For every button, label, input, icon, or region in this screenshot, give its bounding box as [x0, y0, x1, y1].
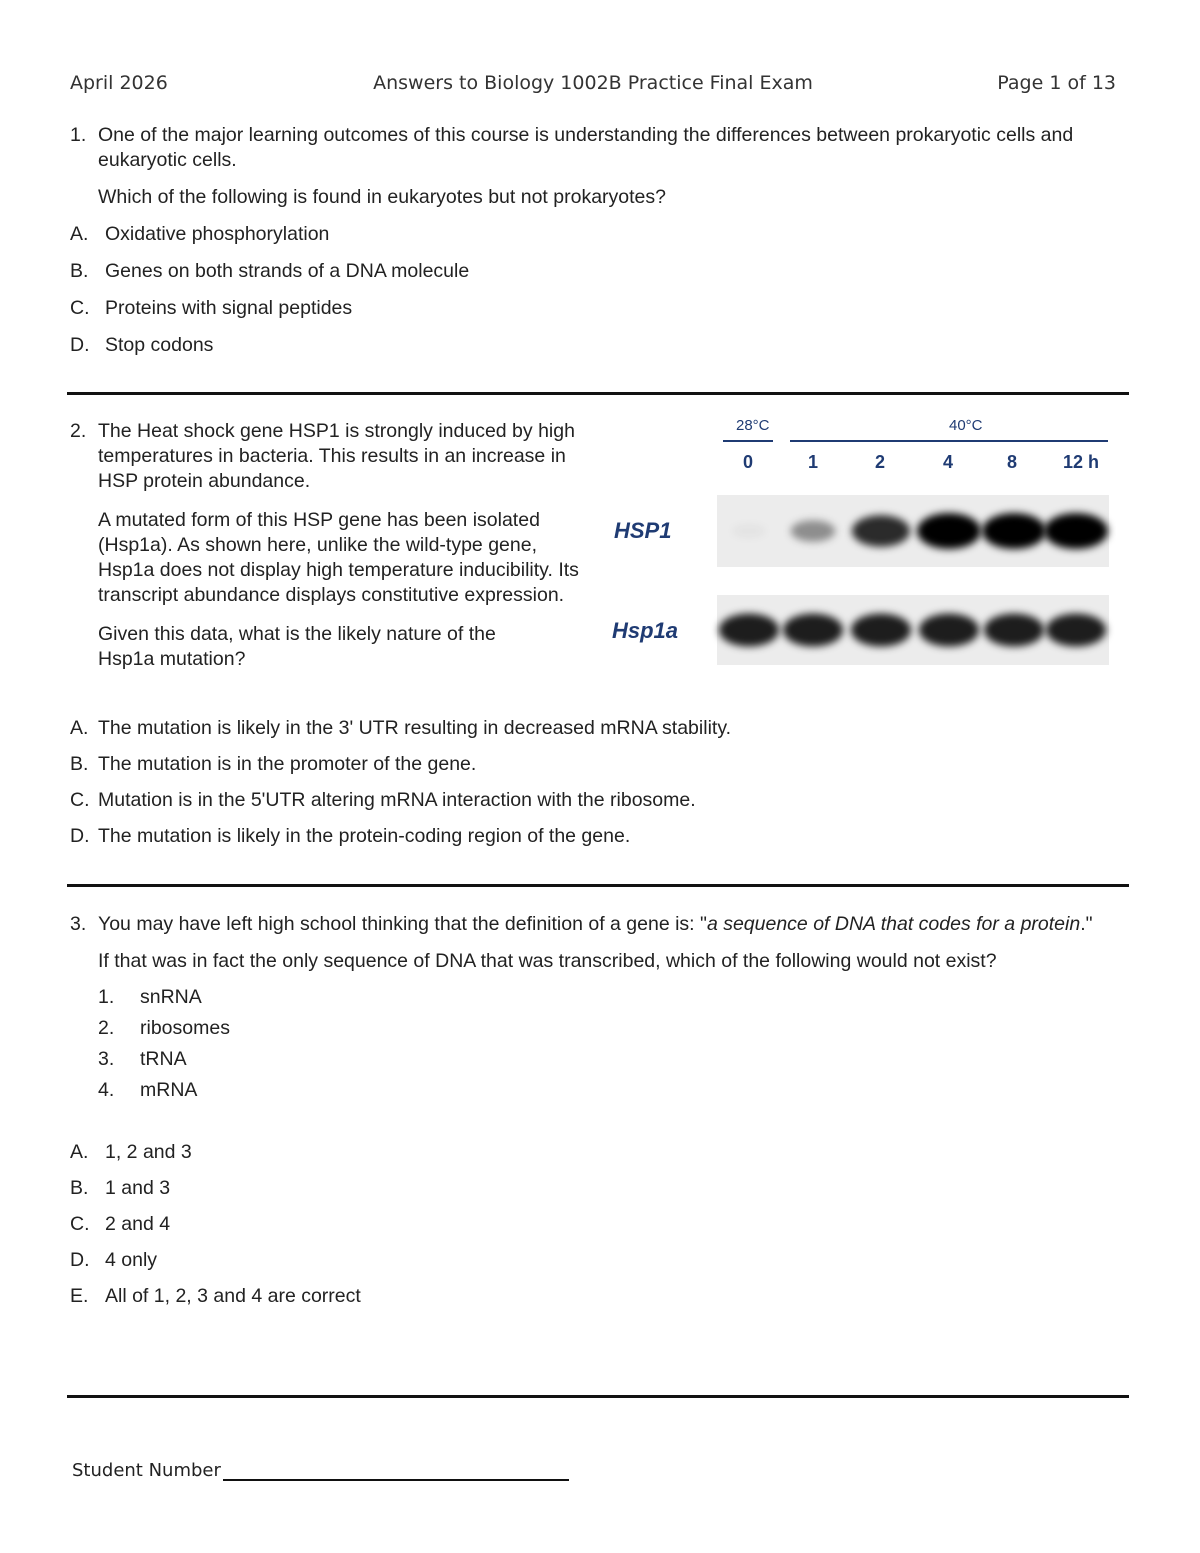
q3-option-c[interactable]	[70, 1212, 1120, 1237]
hsp1-band	[982, 513, 1046, 549]
q3-option-text: 2 and 4	[105, 1213, 171, 1235]
hsp1-band	[732, 525, 765, 538]
hsp1-band	[1044, 513, 1108, 549]
temp-label-40: 40°C	[949, 417, 983, 434]
q2-option-text: Mutation is in the 5'UTR altering mRNA interaction with the ribosome.	[98, 789, 696, 811]
q3-option-letter: C.	[70, 1213, 90, 1235]
hsp1a-band	[1046, 613, 1106, 646]
q1-option-text: Oxidative phosphorylation	[105, 223, 330, 245]
lane-label: 2	[875, 452, 886, 472]
q1-option-c[interactable]	[70, 296, 1120, 321]
question-2-options	[70, 716, 1120, 849]
q2-option-text: The mutation is likely in the protein-coding region of the gene.	[98, 825, 631, 847]
q2-option-c[interactable]	[70, 788, 1120, 813]
q3-option-letter: B.	[70, 1177, 89, 1199]
q1-option-text: Stop codons	[105, 334, 214, 356]
question-1-stem	[70, 123, 1120, 173]
question-1-number: 1.	[70, 124, 87, 146]
question-1-prompt: Which of the following is found in eukaryotes but not prokaryotes?	[98, 186, 666, 208]
q3-option-text: 1 and 3	[105, 1177, 171, 1199]
q3-option-a[interactable]	[70, 1140, 1120, 1165]
temp-label-28: 28°C	[736, 417, 770, 434]
hsp1-band	[917, 513, 981, 549]
q1-option-letter: C.	[70, 297, 90, 319]
row-label-hsp1a: Hsp1a	[612, 618, 679, 643]
q3-list-item	[98, 1047, 1120, 1072]
q1-option-text: Genes on both strands of a DNA molecule	[105, 260, 470, 282]
header-date: April 2026	[70, 72, 168, 94]
q1-option-letter: D.	[70, 334, 90, 356]
hsp1a-band	[919, 613, 979, 646]
q2-option-letter: C.	[70, 789, 90, 811]
question-3-intro-text: You may have left high school thinking that the definition of a gene is: "	[98, 913, 707, 935]
q1-option-text: Proteins with signal peptides	[105, 297, 353, 319]
question-3-prompt: If that was in fact the only sequence of DNA that was transcribed, which of the following would not exist?	[98, 950, 997, 972]
q3-option-e[interactable]	[70, 1284, 1120, 1309]
q2-option-text: The mutation is likely in the 3' UTR resulting in decreased mRNA stability.	[98, 717, 732, 739]
q3-option-b[interactable]	[70, 1176, 1120, 1201]
q3-item-number: 2.	[98, 1017, 115, 1039]
q2-option-letter: A.	[70, 717, 89, 739]
lane-label: 1	[808, 452, 819, 472]
q2-option-b[interactable]	[70, 752, 1120, 777]
question-2-para-2: A mutated form of this HSP gene has been isolated (Hsp1a). As shown here, unlike the wild-type gene, Hsp1a does not display high temperature inducibility. Its transcript abundance displays constitutive expression.	[98, 509, 579, 606]
hsp1a-band	[984, 613, 1044, 646]
q2-option-a[interactable]	[70, 716, 1120, 741]
section-divider	[67, 1395, 1129, 1398]
q3-option-d[interactable]	[70, 1248, 1120, 1273]
page-header	[70, 72, 1116, 98]
question-3-items	[98, 985, 1120, 1103]
q2-option-letter: B.	[70, 753, 89, 775]
header-page-number: Page 1 of 13	[997, 72, 1116, 94]
lane-label: 12 h	[1063, 452, 1100, 472]
q1-option-a[interactable]	[70, 222, 1120, 247]
question-2	[70, 419, 590, 672]
question-2-para-3: Given this data, what is the likely nature of the Hsp1a mutation?	[98, 623, 496, 670]
question-3-intro-end: ."	[1080, 913, 1093, 935]
hsp1a-band	[851, 613, 911, 646]
hsp1a-band	[719, 613, 779, 646]
q2-option-d[interactable]	[70, 824, 1120, 849]
question-3-stem	[70, 912, 1120, 937]
q3-list-item	[98, 985, 1120, 1010]
header-title: Answers to Biology 1002B Practice Final Exam	[373, 72, 813, 94]
gene-definition-quote: a sequence of DNA that codes for a protein	[706, 913, 1081, 935]
blot-image	[606, 410, 1116, 675]
q1-option-b[interactable]	[70, 259, 1120, 284]
q3-item-number: 1.	[98, 986, 115, 1008]
question-1-options	[70, 222, 1120, 358]
q3-option-letter: D.	[70, 1249, 90, 1271]
lane-label: 4	[943, 452, 954, 472]
section-divider	[67, 392, 1129, 395]
q3-option-letter: A.	[70, 1141, 89, 1163]
q3-list-item	[98, 1078, 1120, 1103]
question-3	[70, 912, 1120, 1309]
q2-option-text: The mutation is in the promoter of the gene.	[98, 753, 477, 775]
northern-blot-figure	[606, 410, 1116, 675]
question-2-number: 2.	[70, 420, 87, 442]
q3-item-number: 4.	[98, 1079, 115, 1101]
q3-option-text: 4 only	[105, 1249, 158, 1271]
q1-option-d[interactable]	[70, 333, 1120, 358]
q3-list-item	[98, 1016, 1120, 1041]
row-label-hsp1: HSP1	[614, 518, 672, 543]
question-3-number: 3.	[70, 913, 87, 935]
lane-label: 0	[743, 452, 754, 472]
question-2-stem	[70, 419, 590, 494]
student-number-label: Student Number	[72, 1460, 221, 1481]
q3-item-text: ribosomes	[140, 1017, 230, 1039]
q3-option-text: All of 1, 2, 3 and 4 are correct	[105, 1285, 361, 1307]
q3-option-text: 1, 2 and 3	[105, 1141, 192, 1163]
q3-item-text: mRNA	[140, 1079, 198, 1101]
question-2-para-1: The Heat shock gene HSP1 is strongly induced by high temperatures in bacteria. This results in an increase in HSP protein abundance.	[98, 420, 575, 492]
q3-item-number: 3.	[98, 1048, 115, 1070]
question-1	[70, 123, 1120, 358]
q3-item-text: tRNA	[140, 1048, 187, 1070]
q3-item-text: snRNA	[140, 986, 202, 1008]
q3-option-letter: E.	[70, 1285, 89, 1307]
q2-option-letter: D.	[70, 825, 90, 847]
lane-label: 8	[1007, 452, 1018, 472]
question-1-intro: One of the major learning outcomes of this course is understanding the differences between prokaryotic cells and eukaryotic cells.	[98, 124, 1074, 171]
question-3-intro	[98, 912, 1093, 937]
hsp1-band	[791, 520, 836, 542]
student-number-blank[interactable]	[223, 1461, 569, 1481]
q1-option-letter: B.	[70, 260, 89, 282]
q1-option-letter: A.	[70, 223, 89, 245]
hsp1a-band	[783, 613, 843, 646]
question-3-options	[70, 1140, 1120, 1309]
section-divider	[67, 884, 1129, 887]
student-number-field	[72, 1460, 569, 1481]
hsp1-band	[852, 515, 910, 547]
